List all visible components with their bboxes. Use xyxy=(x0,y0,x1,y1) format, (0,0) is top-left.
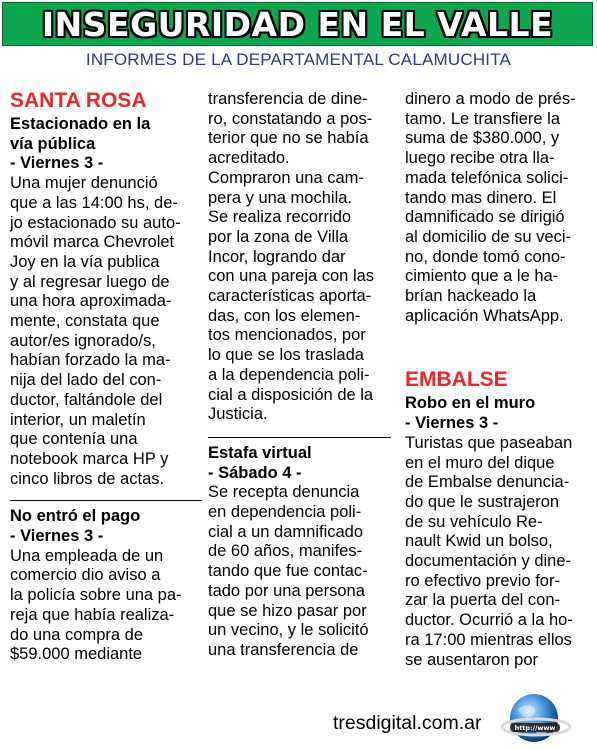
story-date: - Sábado 4 - xyxy=(208,463,302,482)
body-line: zar la puerta del con- xyxy=(405,591,561,610)
body-line: cial a disposición de la xyxy=(208,385,374,404)
body-line: al domicilio de su veci- xyxy=(405,227,571,246)
body-line: mada telefónica solici- xyxy=(405,168,569,187)
body-line: Joy en la vía publica xyxy=(10,252,160,271)
body-line: habían forzado la ma- xyxy=(10,351,171,370)
body-line: que se hizo pasar por xyxy=(208,601,367,620)
body-line: no, donde tomó cono- xyxy=(405,247,566,266)
body-line: un vecino, y le solicitó xyxy=(208,621,369,640)
body-line: jo estacionado su auto- xyxy=(10,213,181,232)
body-line: tos mencionados, por xyxy=(208,326,366,345)
body-line: Turistas que paseaban xyxy=(405,433,573,452)
body-line: se ausentaron por xyxy=(405,650,539,669)
body-line: por la zona de Villa xyxy=(208,227,349,246)
story-body xyxy=(10,547,202,665)
page-subtitle: INFORMES DE LA DEPARTAMENTAL CALAMUCHITA xyxy=(85,50,512,69)
body-line: suma de $380.000, y xyxy=(405,129,560,148)
story-date: - Viernes 3 - xyxy=(10,527,104,546)
body-line: ra 17:00 mientras ellos xyxy=(405,630,572,649)
body-line: de 60 años, manifes- xyxy=(208,542,363,561)
body-line: damnificado se dirigió xyxy=(405,208,565,227)
body-line: Se realiza recorrido xyxy=(208,208,352,227)
body-line: interior, un maletín xyxy=(10,410,146,429)
header-banner xyxy=(2,2,593,46)
body-line: Una mujer denunció xyxy=(10,174,158,193)
body-line: una transferencia de xyxy=(208,640,359,659)
body-line: $59.000 mediante xyxy=(10,645,143,664)
body-line: Justicia. xyxy=(208,405,268,424)
story-headline xyxy=(10,115,202,154)
story-body xyxy=(208,90,391,425)
body-line: Una empleada de un xyxy=(10,546,164,565)
site-url: tresdigital.com.ar xyxy=(333,712,482,734)
body-line: pera y una mochila. xyxy=(208,188,352,207)
body-line: en el muro del dique xyxy=(405,453,555,472)
body-line: do una compra de xyxy=(10,625,144,644)
body-line: de su vehículo Re- xyxy=(405,512,543,531)
body-line: y al regresar luego de xyxy=(10,272,170,291)
story-body xyxy=(405,434,590,670)
section-title-embalse: EMBALSE xyxy=(405,368,508,392)
body-line: acreditado. xyxy=(208,149,290,168)
body-line: comercio dio aviso a xyxy=(10,566,161,585)
story-date: - Viernes 3 - xyxy=(10,154,104,173)
body-line: que a las 14:00 hs, de- xyxy=(10,193,178,212)
story-body xyxy=(10,174,202,489)
story-divider xyxy=(10,500,202,501)
body-line: luego recibe otra lla- xyxy=(405,149,555,168)
body-line: mente, constata que xyxy=(10,312,160,331)
body-line: cinco libros de actas. xyxy=(10,469,165,488)
body-line: reja que había realiza- xyxy=(10,605,175,624)
body-line: brían hackeado la xyxy=(405,287,537,306)
body-line: notebook marca HP y xyxy=(10,449,169,468)
section-title-santa-rosa: SANTA ROSA xyxy=(10,89,147,112)
story-date: - Viernes 3 - xyxy=(405,414,499,433)
column-3 xyxy=(405,90,590,670)
story-body xyxy=(208,483,391,660)
body-line: dinero a modo de prés- xyxy=(405,90,576,108)
body-line: aplicación WhatsApp. xyxy=(405,306,564,325)
column-2 xyxy=(208,90,391,661)
body-line: la policía sobre una pa- xyxy=(10,586,182,605)
body-line: terior que no se había xyxy=(208,129,369,148)
body-line: nault Kwid un bolso, xyxy=(405,532,553,551)
story-divider xyxy=(208,437,391,438)
story-headline: No entró el pago xyxy=(10,507,141,526)
body-line: Se recepta denuncia xyxy=(208,483,360,502)
headline-line: Estacionado en la xyxy=(10,115,151,133)
body-line: ro efectivo previo for- xyxy=(405,571,560,590)
body-line: móvil marca Chevrolet xyxy=(10,233,175,252)
body-line: autor/es ignorado/s, xyxy=(10,331,156,350)
body-line: con una pareja con las xyxy=(208,267,375,286)
body-line: tado por una persona xyxy=(208,581,365,600)
body-line: una hora aproximada- xyxy=(10,292,172,311)
column-1 xyxy=(10,89,202,665)
body-line: cimiento que a le ha- xyxy=(405,267,559,286)
globe-logo-icon xyxy=(500,691,572,745)
body-line: documentación y dine- xyxy=(405,552,572,571)
body-line: tando que fue contac- xyxy=(208,562,368,581)
body-line: lo que se los traslada xyxy=(208,346,364,365)
story-headline: Estafa virtual xyxy=(208,443,312,462)
body-line: ductor. Ocurrió a la ho- xyxy=(405,611,573,630)
body-line: en dependencia poli- xyxy=(208,503,362,522)
story-headline: Robo en el muro xyxy=(405,394,536,413)
story-body xyxy=(405,90,590,326)
body-line: cial a un damnificado xyxy=(208,522,364,541)
banner-title: INSEGURIDAD EN EL VALLE xyxy=(41,4,554,44)
body-line: de Embalse denuncia- xyxy=(405,473,570,492)
body-line: ductor, faltándole del xyxy=(10,390,163,409)
body-line: características aporta- xyxy=(208,287,372,306)
body-line: tando mas dinero. El xyxy=(405,188,557,207)
body-line: das, con los elemen- xyxy=(208,306,361,325)
logo-text: http://www xyxy=(514,724,556,732)
body-line: tamo. Le transfiere la xyxy=(405,109,560,128)
body-line: que contenía una xyxy=(10,430,138,449)
body-line: nija del lado del con- xyxy=(10,371,162,390)
body-line: transferencia de dine- xyxy=(208,90,368,108)
body-line: ro, constatando a pos- xyxy=(208,109,373,128)
body-line: do que le sustrajeron xyxy=(405,492,560,511)
headline-line: vía pública xyxy=(10,134,96,153)
body-line: Compraron una cam- xyxy=(208,168,364,187)
body-line: a la dependencia poli- xyxy=(208,365,370,384)
body-line: Incor, logrando dar xyxy=(208,247,346,266)
